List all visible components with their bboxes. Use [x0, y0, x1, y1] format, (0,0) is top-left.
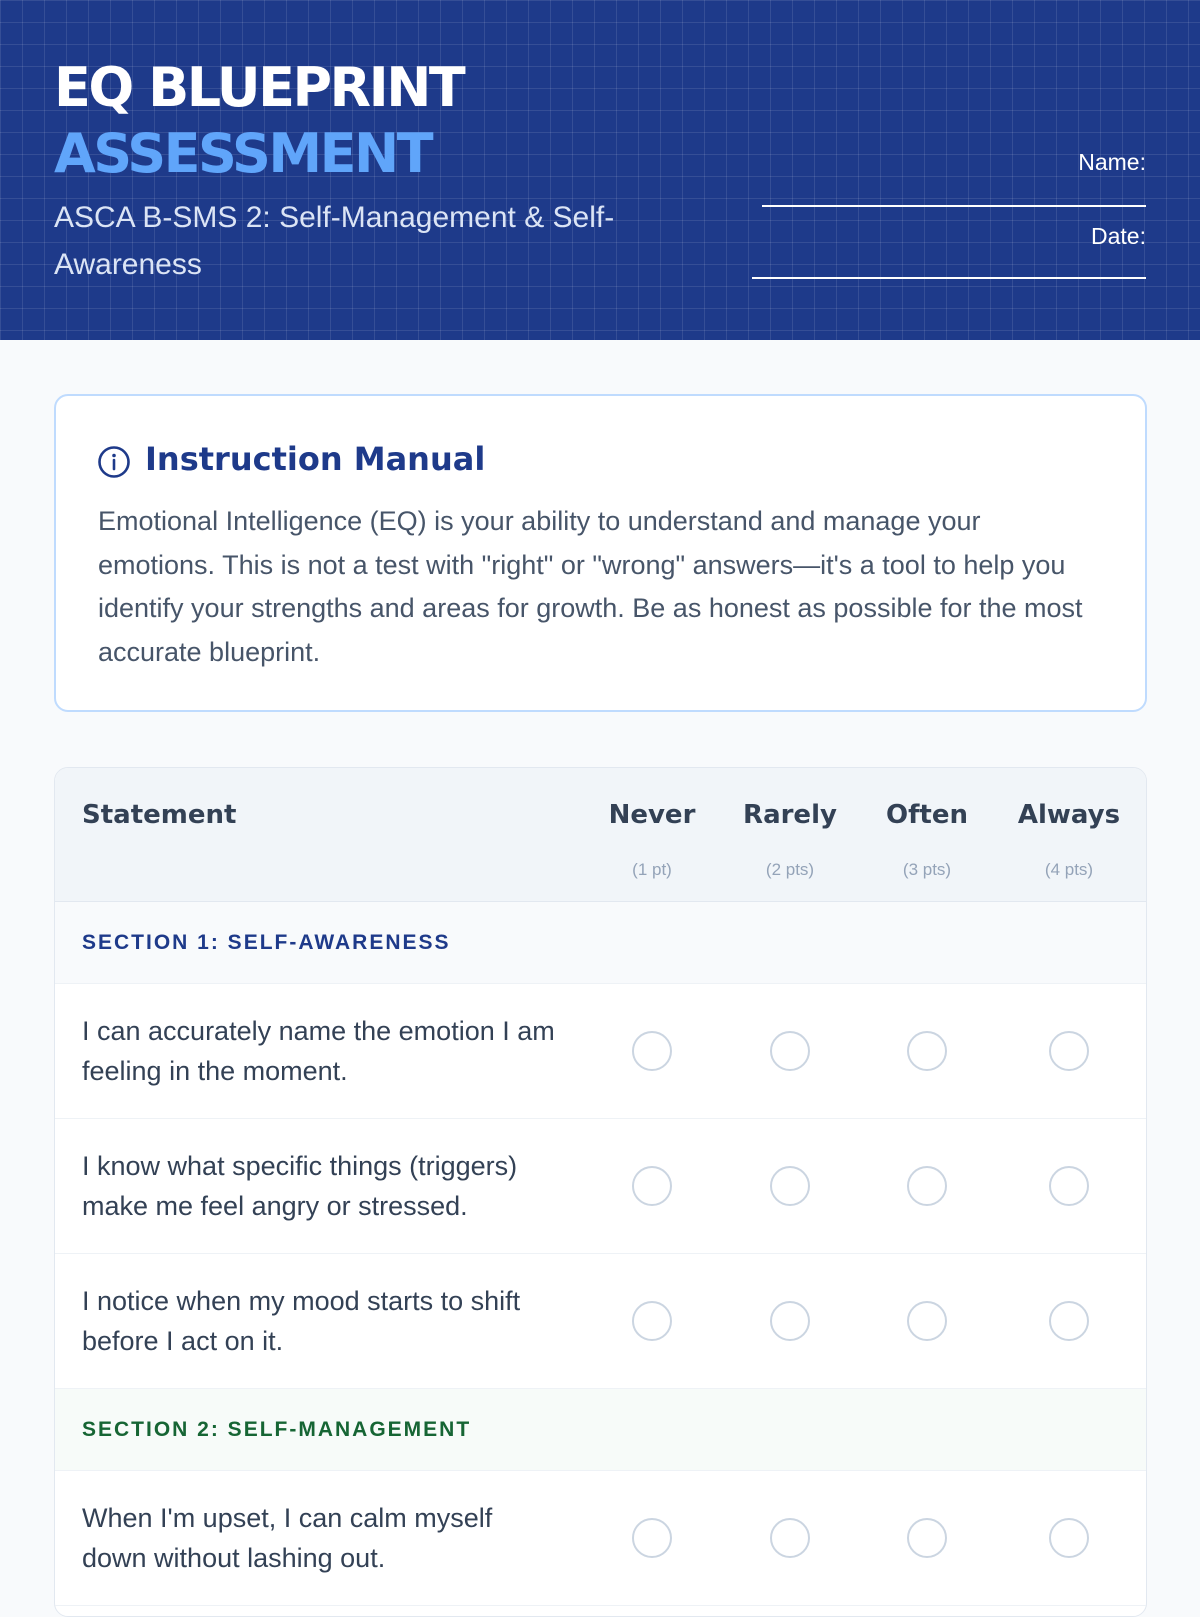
- column-often: [857, 800, 997, 880]
- radio-always[interactable]: [1049, 1518, 1089, 1558]
- column-label: Often: [886, 800, 968, 830]
- radio-often[interactable]: [907, 1031, 947, 1071]
- statement-text: I notice when my mood starts to shift before I act on it.: [82, 1286, 521, 1356]
- column-never: [582, 800, 722, 880]
- radio-never[interactable]: [632, 1166, 672, 1206]
- table-row: [55, 1254, 1147, 1389]
- radio-always[interactable]: [1049, 1166, 1089, 1206]
- radio-rarely[interactable]: [770, 1518, 810, 1558]
- radio-rarely[interactable]: [770, 1301, 810, 1341]
- column-points: (4 pts): [1044, 860, 1094, 879]
- table-header: [55, 768, 1147, 902]
- statement-text: When I'm upset, I can calm myself down without lashing out.: [82, 1503, 493, 1573]
- radio-often[interactable]: [907, 1166, 947, 1206]
- radio-never[interactable]: [632, 1518, 672, 1558]
- column-rarely: [720, 800, 860, 880]
- title-line-2: ASSESSMENT: [54, 122, 432, 185]
- radio-rarely[interactable]: [770, 1031, 810, 1071]
- statement-header: Statement: [82, 800, 237, 830]
- table-row: [55, 1471, 1147, 1606]
- title-line-1: EQ BLUEPRINT: [54, 56, 464, 119]
- column-always: [999, 800, 1139, 880]
- instruction-card: [54, 394, 1147, 712]
- subtitle: ASCA B-SMS 2: Self-Management & Self-Awareness: [54, 201, 615, 281]
- table-row: [55, 1119, 1147, 1254]
- statement-text: I know what specific things (triggers) make me feel angry or stressed.: [82, 1151, 518, 1221]
- radio-always[interactable]: [1049, 1301, 1089, 1341]
- instruction-text: Emotional Intelligence (EQ) is your ability to understand and manage your emotions. This is not a test with "right" or "wrong" answers—it's a tool to help you identify your strengths and areas for growth. Be as honest as possible for the most accurate blueprint.: [98, 506, 1083, 667]
- column-label: Rarely: [743, 800, 837, 830]
- header-banner: [0, 0, 1200, 340]
- section-label: SECTION 2: SELF-MANAGEMENT: [82, 1418, 472, 1441]
- name-label: Name:: [1078, 149, 1146, 175]
- radio-often[interactable]: [907, 1518, 947, 1558]
- column-label: Never: [608, 800, 696, 830]
- date-field[interactable]: [752, 277, 1146, 279]
- radio-never[interactable]: [632, 1031, 672, 1071]
- radio-often[interactable]: [907, 1301, 947, 1341]
- column-points: (3 pts): [902, 860, 952, 879]
- info-icon: [97, 445, 131, 479]
- table-row: [55, 984, 1147, 1119]
- date-label: Date:: [1091, 223, 1146, 249]
- column-points: (2 pts): [765, 860, 815, 879]
- section-label: SECTION 1: SELF-AWARENESS: [82, 931, 451, 954]
- name-field[interactable]: [762, 205, 1146, 207]
- section-row: [55, 902, 1147, 984]
- radio-rarely[interactable]: [770, 1166, 810, 1206]
- section-row: [55, 1389, 1147, 1471]
- column-label: Always: [1017, 800, 1121, 830]
- column-points: (1 pt): [632, 860, 672, 879]
- radio-always[interactable]: [1049, 1031, 1089, 1071]
- radio-never[interactable]: [632, 1301, 672, 1341]
- instruction-title: Instruction Manual: [145, 440, 486, 478]
- statement-text: I can accurately name the emotion I am feeling in the moment.: [82, 1016, 555, 1086]
- assessment-table: [54, 767, 1147, 1617]
